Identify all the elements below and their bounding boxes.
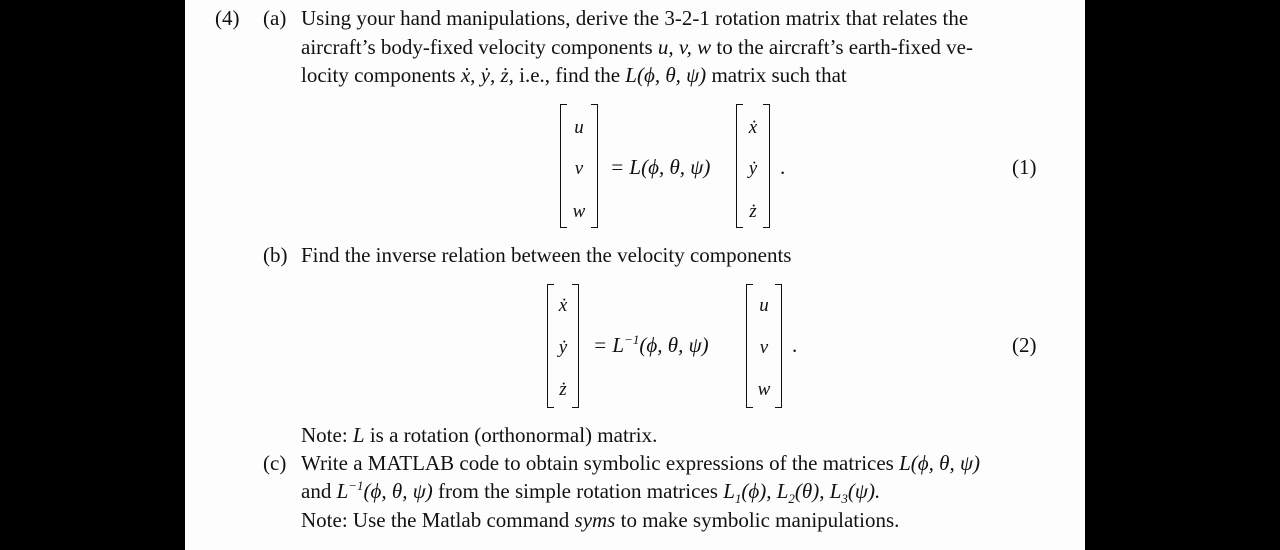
eq2-operator-L: = L: [593, 333, 625, 357]
part-c-line1-text: Write a MATLAB code to obtain symbolic expressions of the matrices: [301, 451, 894, 475]
eq1-period: .: [780, 155, 786, 179]
eq2-rhs-entry: u: [759, 295, 769, 316]
part-c-line1: [301, 453, 980, 474]
part-a-label: (a): [263, 6, 287, 30]
part-c-and: and: [301, 479, 332, 503]
eq2-lhs-matrix: [547, 284, 579, 408]
part-c-inverse-exponent: −1: [348, 478, 364, 493]
eq2-lhs-entry: ż: [559, 379, 567, 400]
L1-args: (ϕ),: [741, 479, 772, 503]
part-c-inverse-L: L: [336, 479, 349, 503]
part-c-matrix-symbol: L(ϕ, θ, ψ): [899, 451, 981, 475]
eq2-lhs-entry: ẏ: [558, 337, 568, 358]
eq2-lhs-entry: ẋ: [558, 295, 568, 316]
eq2-rhs-entry: w: [757, 379, 771, 400]
L2-symbol: L: [776, 479, 789, 503]
part-a-line3-tail: matrix such that: [711, 63, 847, 87]
eq2-rhs-entry: v: [759, 337, 769, 358]
L2-args: (θ),: [794, 479, 825, 503]
part-c-note-text: Note: Use the Matlab command: [301, 508, 570, 532]
body-velocity-vars: u, v, w: [657, 35, 712, 59]
eq2-period: .: [792, 333, 798, 357]
syms-command: syms: [574, 508, 616, 532]
earth-velocity-vars: ẋ, ẏ, ż,: [460, 63, 514, 87]
eq2-inverse-exponent: −1: [624, 332, 640, 347]
L3-subscript: 3: [841, 491, 848, 507]
L3-args: (ψ).: [847, 479, 881, 503]
part-a-line3-mid: i.e., find the: [519, 63, 621, 87]
part-b-text: Find the inverse relation between the velocity components: [301, 243, 792, 267]
eq1-lhs-matrix: [560, 104, 598, 228]
L1-symbol: L: [723, 479, 735, 503]
L1-subscript: 1: [734, 491, 742, 507]
eq1-operator: = L(ϕ, θ, ψ): [610, 155, 711, 179]
eq1-rhs-entry: ż: [749, 201, 757, 222]
problem-number: (4): [215, 6, 240, 30]
part-c-inverse-args: (ϕ, θ, ψ): [363, 479, 433, 503]
eq1-rhs-entry: ẏ: [748, 158, 758, 179]
L3-symbol: L: [829, 479, 842, 503]
part-c-note: [301, 510, 899, 531]
eq1-lhs-entry: v: [574, 158, 584, 179]
part-c-label: (c): [263, 451, 287, 475]
part-a-line3: [301, 65, 847, 86]
equation-number-1: (1): [1012, 155, 1037, 179]
part-a-line2-tail: to the aircraft’s earth-fixed ve-: [716, 35, 973, 59]
document-page: [185, 0, 1085, 550]
part-c-note-tail: to make symbolic manipulations.: [620, 508, 900, 532]
L2-subscript: 2: [788, 491, 795, 507]
note-rotation-matrix: [301, 425, 657, 446]
eq2-operator-args: (ϕ, θ, ψ): [639, 333, 709, 357]
part-a-line1: Using your hand manipulations, derive the 3-2-1 rotation matrix that relates the: [301, 6, 969, 30]
note-text: is a rotation (orthonormal) matrix.: [369, 423, 658, 447]
part-c-line2: [301, 478, 881, 507]
eq2-rhs-matrix: [746, 284, 782, 408]
rotation-matrix-symbol: L(ϕ, θ, ψ): [625, 63, 707, 87]
equation-number-2: (2): [1012, 333, 1037, 357]
eq1-rhs-matrix: [736, 104, 770, 228]
eq1-lhs-entry: u: [574, 117, 584, 138]
note-variable: L: [352, 423, 365, 447]
part-a-line3-text: locity components: [301, 63, 456, 87]
part-a-line2-text: aircraft’s body-fixed velocity components: [301, 35, 653, 59]
eq1-lhs-entry: w: [572, 201, 586, 222]
part-c-line2-text: from the simple rotation matrices: [438, 479, 718, 503]
part-a-line2: [301, 37, 973, 58]
eq2-operator: [593, 332, 709, 357]
part-b-label: (b): [263, 243, 288, 267]
eq1-rhs-entry: ẋ: [748, 117, 758, 138]
note-prefix: Note:: [301, 423, 348, 447]
